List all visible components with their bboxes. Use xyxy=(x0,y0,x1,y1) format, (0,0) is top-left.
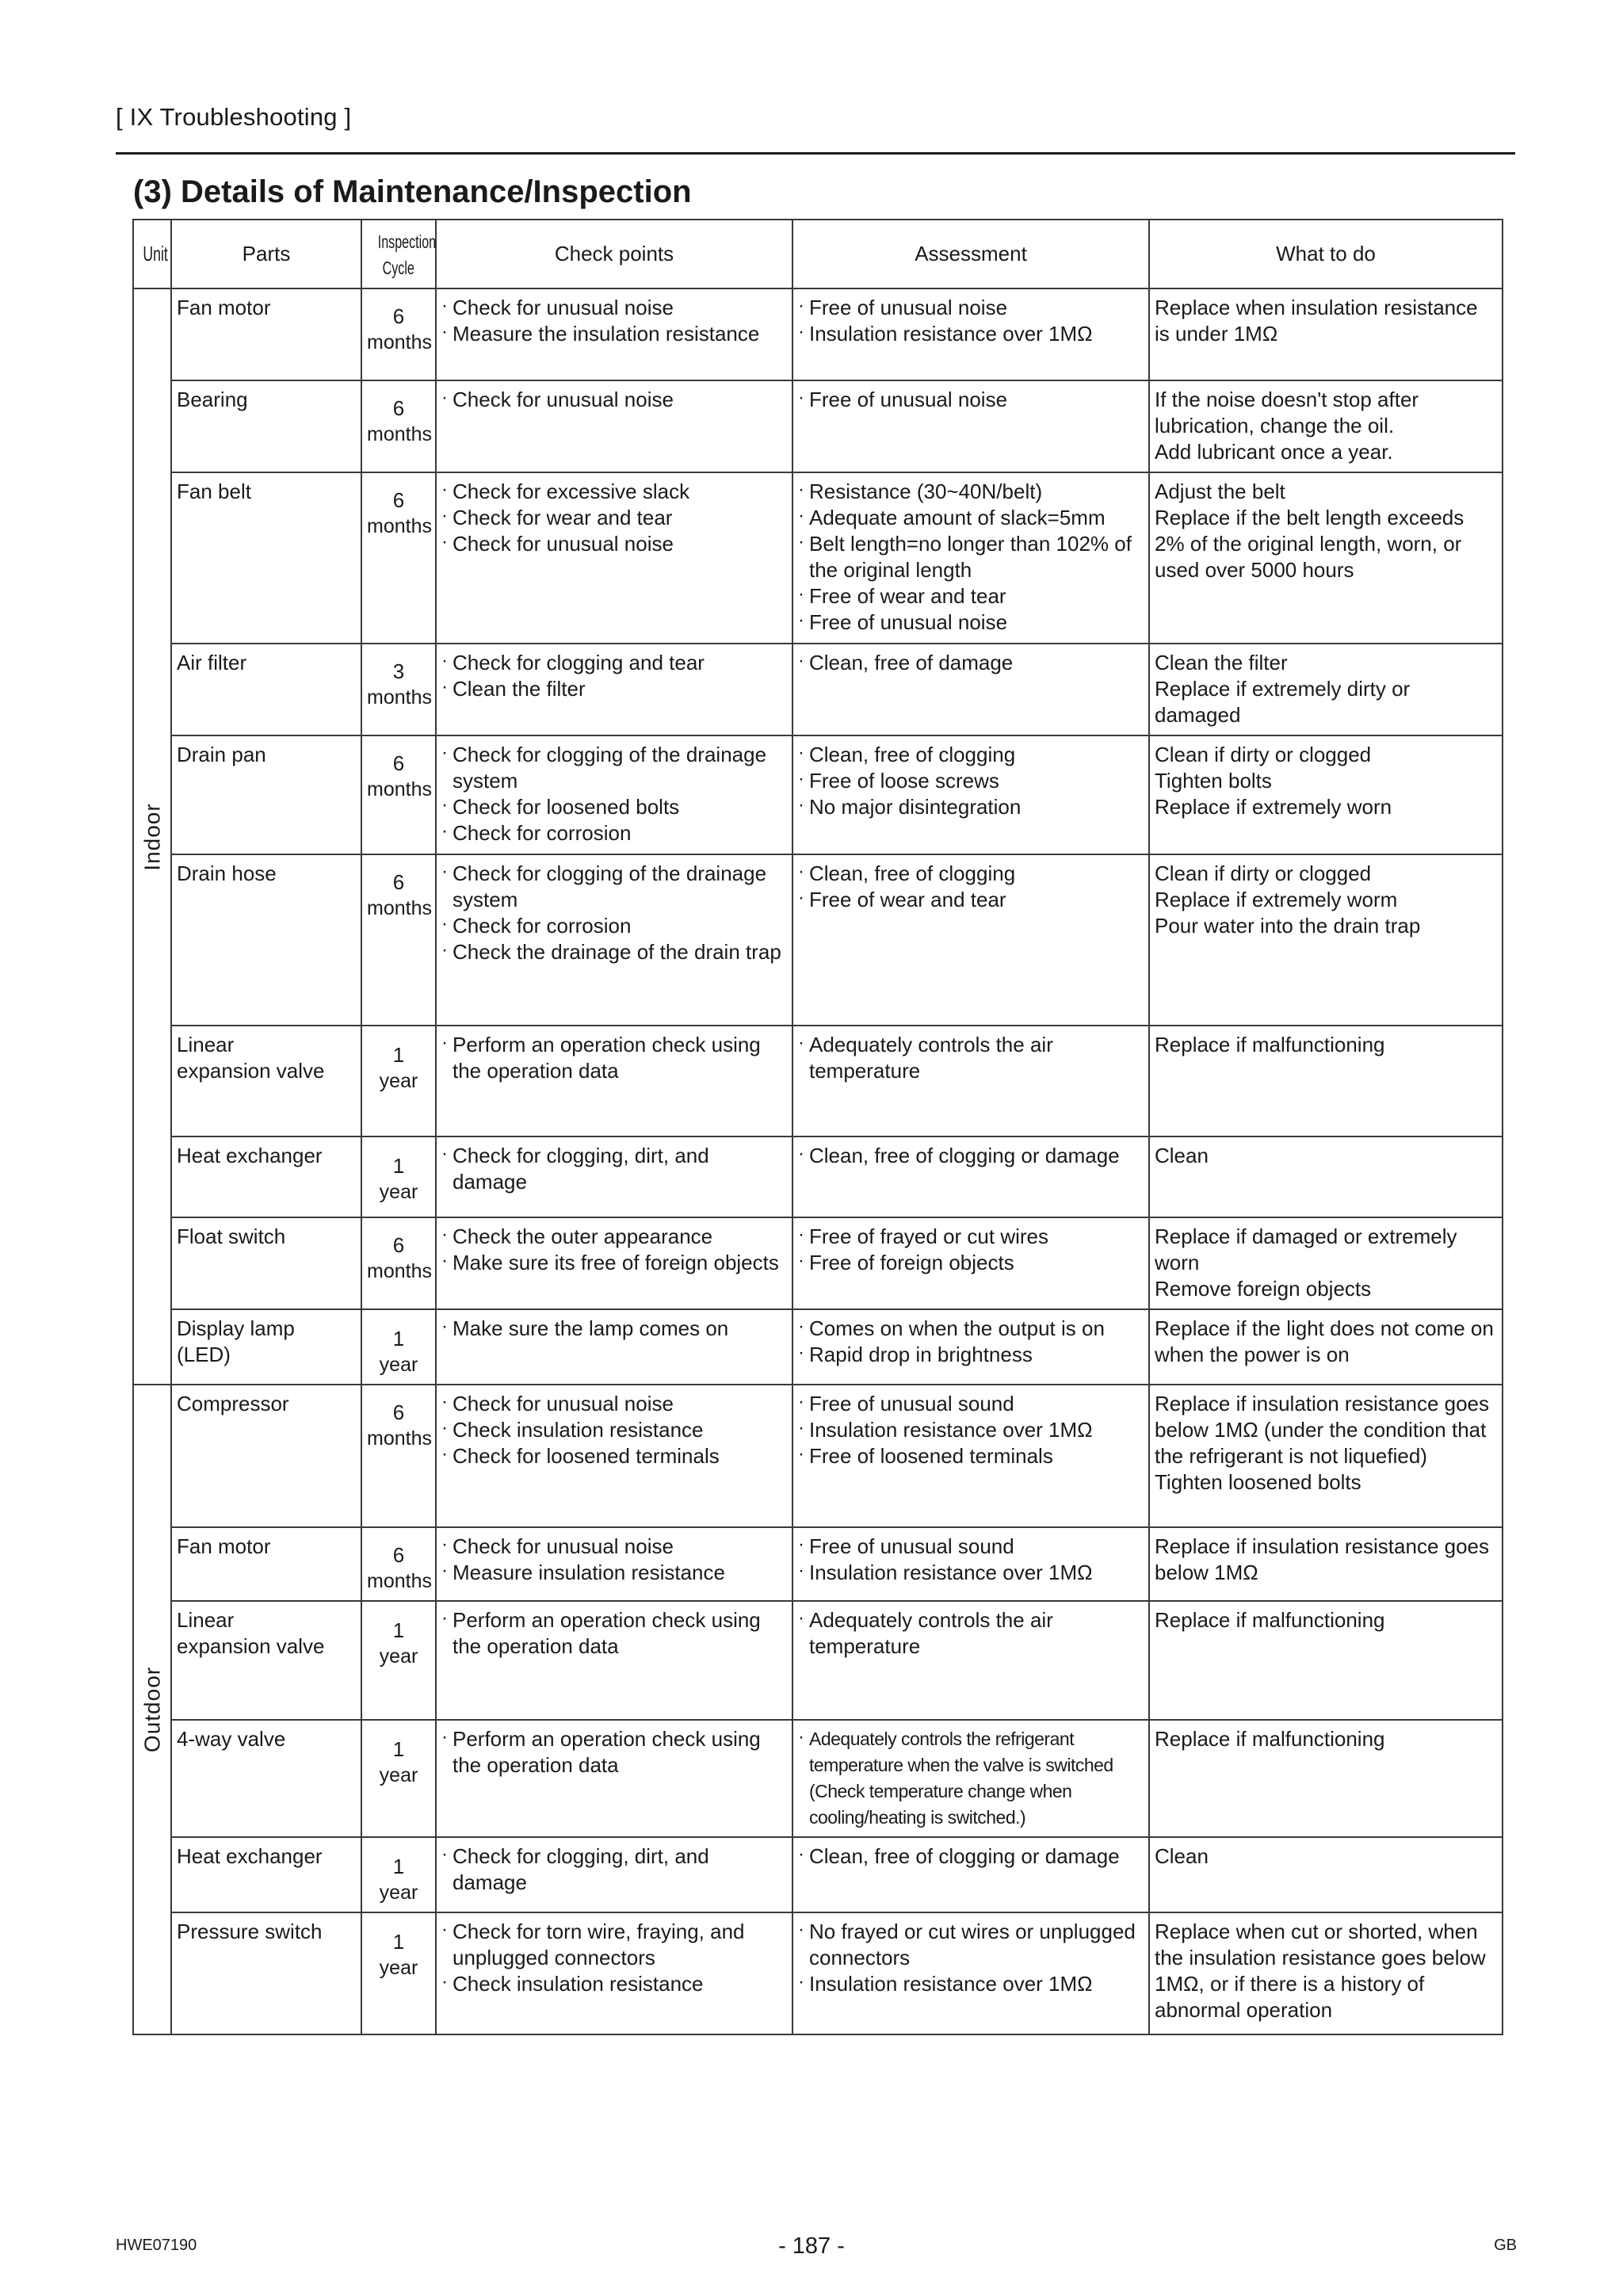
part-line: Linear xyxy=(177,1033,235,1056)
check-points xyxy=(436,1026,792,1137)
todo-line: Pour water into the drain trap xyxy=(1155,914,1421,938)
bullet-item: · Insulation resistance over 1MΩ xyxy=(798,1560,1144,1586)
part-line: Float switch xyxy=(177,1224,286,1248)
bullet-list xyxy=(798,650,1144,676)
bullet-list xyxy=(798,1919,1144,1997)
part-line: Display lamp xyxy=(177,1316,295,1340)
unit-label-outdoor: Outdoor xyxy=(139,1666,165,1753)
check-points xyxy=(436,644,792,735)
inspection-cycle xyxy=(361,1601,436,1720)
bullet-item: · Check for loosened terminals xyxy=(441,1443,787,1469)
table-row xyxy=(133,644,1503,735)
cycle-number: 6 xyxy=(392,751,405,775)
bullet-item: · Clean, free of clogging or damage xyxy=(798,1143,1144,1169)
bullet-item: · Free of unusual noise xyxy=(798,609,1144,636)
what-to-do xyxy=(1149,1912,1503,2034)
todo-line: Replace when insulation resistance is under 1MΩ xyxy=(1155,296,1478,346)
inspection-cycle xyxy=(361,288,436,380)
todo-line: Replace if insulation resistance goes below 1MΩ (under the condition that the refrigerant is not liquefied) xyxy=(1155,1392,1490,1468)
unit-label-indoor: Indoor xyxy=(139,802,165,871)
table-row xyxy=(133,1912,1503,2034)
cycle-value xyxy=(367,1618,430,1670)
cycle-unit: year xyxy=(379,1354,418,1376)
cycle-value xyxy=(367,1042,430,1095)
check-points xyxy=(436,1527,792,1601)
cycle-number: 6 xyxy=(392,396,405,420)
bullet-list xyxy=(441,1726,787,1778)
check-points xyxy=(436,735,792,854)
bullet-list xyxy=(798,1534,1144,1586)
bullet-item: · Check for clogging, dirt, and damage xyxy=(441,1843,787,1896)
todo-line: If the noise doesn't stop after lubrication, change the oil. xyxy=(1155,388,1419,437)
assessment xyxy=(792,1527,1149,1601)
assessment xyxy=(792,735,1149,854)
todo-line: Tighten loosened bolts xyxy=(1155,1470,1361,1494)
bullet-list xyxy=(798,742,1144,820)
inspection-cycle xyxy=(361,472,436,644)
table-row xyxy=(133,288,1503,380)
check-points xyxy=(436,1309,792,1385)
bullet-list xyxy=(798,1726,1144,1831)
assessment xyxy=(792,854,1149,1026)
todo-line: Clean xyxy=(1155,1144,1209,1167)
cycle-value xyxy=(367,487,430,540)
bullet-list xyxy=(798,861,1144,913)
table-row xyxy=(133,1601,1503,1720)
header-unit: Unit xyxy=(133,220,171,288)
check-points xyxy=(436,1217,792,1309)
part-name xyxy=(171,1527,361,1601)
bullet-list xyxy=(441,1032,787,1084)
bullet-item: · Check for clogging, dirt, and damage xyxy=(441,1143,787,1195)
bullet-list xyxy=(798,1224,1144,1276)
bullet-item: · Clean, free of clogging or damage xyxy=(798,1843,1144,1870)
part-line: Fan belt xyxy=(177,479,251,503)
cycle-number: 6 xyxy=(392,1400,405,1424)
part-name xyxy=(171,1837,361,1912)
bullet-item: · Check for clogging of the drainage system xyxy=(441,861,787,913)
what-to-do xyxy=(1149,1026,1503,1137)
part-line: Air filter xyxy=(177,651,247,674)
region-code: GB xyxy=(1494,2237,1517,2254)
cycle-value xyxy=(367,395,430,448)
assessment xyxy=(792,288,1149,380)
part-name xyxy=(171,1385,361,1527)
cycle-number: 6 xyxy=(392,1233,405,1257)
table-row xyxy=(133,1720,1503,1837)
bullet-item: · Check for clogging of the drainage system xyxy=(441,742,787,794)
bullet-item: · Free of unusual sound xyxy=(798,1534,1144,1560)
bullet-item: · Check for unusual noise xyxy=(441,1391,787,1417)
bullet-item: · Belt length=no longer than 102% of the original length xyxy=(798,531,1144,583)
bullet-list xyxy=(441,1316,787,1342)
bullet-list xyxy=(441,650,787,702)
bullet-item: · Measure insulation resistance xyxy=(441,1560,787,1586)
cycle-value xyxy=(367,1232,430,1285)
check-points xyxy=(436,1385,792,1527)
todo-line: Replace if the light does not come on when the power is on xyxy=(1155,1316,1494,1366)
bullet-list xyxy=(441,387,787,413)
bullet-item: · Adequately controls the air temperature xyxy=(798,1032,1144,1084)
bullet-item: · Insulation resistance over 1MΩ xyxy=(798,1971,1144,1997)
inspection-cycle xyxy=(361,735,436,854)
todo-line: Replace if extremely worn xyxy=(1155,795,1392,819)
bullet-list xyxy=(798,1607,1144,1660)
bullet-item: · Check for unusual noise xyxy=(441,1534,787,1560)
table-row xyxy=(133,735,1503,854)
assessment xyxy=(792,380,1149,472)
bullet-item: · Check insulation resistance xyxy=(441,1417,787,1443)
part-line: Linear xyxy=(177,1608,235,1632)
part-line: expansion valve xyxy=(177,1634,325,1658)
cycle-number: 6 xyxy=(392,488,405,512)
todo-line: Replace if insulation resistance goes below 1MΩ xyxy=(1155,1534,1490,1584)
check-points xyxy=(436,1912,792,2034)
cycle-number: 6 xyxy=(392,870,405,894)
check-points xyxy=(436,1137,792,1217)
todo-line: Remove foreign objects xyxy=(1155,1277,1372,1301)
cycle-unit: year xyxy=(379,1957,418,1979)
part-name xyxy=(171,472,361,644)
bullet-item: · Rapid drop in brightness xyxy=(798,1342,1144,1368)
todo-line: Replace if extremely dirty or damaged xyxy=(1155,677,1411,727)
todo-line: Replace if malfunctioning xyxy=(1155,1727,1385,1751)
bullet-item: · Free of loosened terminals xyxy=(798,1443,1144,1469)
todo-line: Replace if extremely worm xyxy=(1155,888,1398,911)
cycle-number: 6 xyxy=(392,1543,405,1567)
part-name xyxy=(171,854,361,1026)
cycle-unit: months xyxy=(367,1260,432,1282)
cycle-unit: months xyxy=(367,331,432,353)
bullet-item: · Adequately controls the air temperature xyxy=(798,1607,1144,1660)
bullet-item: · Clean the filter xyxy=(441,676,787,702)
assessment xyxy=(792,1601,1149,1720)
part-name xyxy=(171,1309,361,1385)
cycle-value xyxy=(367,1736,430,1789)
bullet-list xyxy=(798,1032,1144,1084)
inspection-cycle xyxy=(361,1837,436,1912)
what-to-do xyxy=(1149,1217,1503,1309)
bullet-item: · Check for corrosion xyxy=(441,913,787,939)
assessment xyxy=(792,1720,1149,1837)
cycle-number: 3 xyxy=(392,659,405,683)
bullet-list xyxy=(441,742,787,846)
cycle-unit: year xyxy=(379,1181,418,1203)
bullet-list xyxy=(441,479,787,557)
bullet-item: · Clean, free of clogging xyxy=(798,861,1144,887)
part-line: Drain hose xyxy=(177,861,277,885)
bullet-item: · Free of wear and tear xyxy=(798,887,1144,913)
bullet-item: · Make sure its free of foreign objects xyxy=(441,1250,787,1276)
check-points xyxy=(436,380,792,472)
what-to-do xyxy=(1149,1385,1503,1527)
bullet-item: · Check the drainage of the drain trap xyxy=(441,939,787,965)
inspection-cycle xyxy=(361,1720,436,1837)
cycle-number: 6 xyxy=(392,304,405,328)
bullet-item: · Check for torn wire, fraying, and unplugged connectors xyxy=(441,1919,787,1971)
check-points xyxy=(436,854,792,1026)
inspection-cycle xyxy=(361,380,436,472)
part-name xyxy=(171,1217,361,1309)
cycle-unit: months xyxy=(367,778,432,800)
bullet-item: · Adequate amount of slack=5mm xyxy=(798,505,1144,531)
inspection-cycle xyxy=(361,854,436,1026)
table-row xyxy=(133,1527,1503,1601)
part-line: Heat exchanger xyxy=(177,1844,323,1868)
bullet-list xyxy=(798,387,1144,413)
section-title: (3) Details of Maintenance/Inspection xyxy=(133,174,692,209)
cycle-number: 1 xyxy=(392,1154,405,1178)
cycle-value xyxy=(367,1929,430,1981)
bullet-list xyxy=(798,1316,1144,1368)
inspection-cycle xyxy=(361,1385,436,1527)
todo-line: Replace when cut or shorted, when the insulation resistance goes below 1MΩ, or if there is a history of abnormal operation xyxy=(1155,1920,1486,2022)
todo-line: Replace if the belt length exceeds 2% of the original length, worn, or used over 5000 hours xyxy=(1155,506,1465,582)
cycle-value xyxy=(367,659,430,711)
assessment xyxy=(792,1137,1149,1217)
todo-line: Clean if dirty or clogged xyxy=(1155,861,1372,885)
bullet-item: · Check for excessive slack xyxy=(441,479,787,505)
assessment xyxy=(792,644,1149,735)
bullet-item: · Check for loosened bolts xyxy=(441,794,787,820)
header-what-to-do: What to do xyxy=(1149,220,1503,288)
table-header-row xyxy=(133,220,1503,288)
bullet-item: · Check for wear and tear xyxy=(441,505,787,531)
part-line: 4-way valve xyxy=(177,1727,286,1751)
what-to-do xyxy=(1149,854,1503,1026)
what-to-do xyxy=(1149,472,1503,644)
bullet-item: · Free of unusual noise xyxy=(798,387,1144,413)
inspection-cycle xyxy=(361,644,436,735)
part-name xyxy=(171,288,361,380)
maintenance-table xyxy=(132,219,1503,2035)
cycle-unit: year xyxy=(379,1881,418,1904)
unit-cell-indoor xyxy=(133,288,171,1385)
part-line: Pressure switch xyxy=(177,1920,323,1943)
cycle-value xyxy=(367,1153,430,1205)
what-to-do xyxy=(1149,735,1503,854)
todo-line: Adjust the belt xyxy=(1155,479,1285,503)
assessment xyxy=(792,1026,1149,1137)
table-row xyxy=(133,1026,1503,1137)
header-inspection-cycle: Inspection Cycle xyxy=(361,220,436,288)
page-number: - 187 - xyxy=(778,2233,845,2259)
what-to-do xyxy=(1149,1601,1503,1720)
part-name xyxy=(171,735,361,854)
inspection-cycle xyxy=(361,1527,436,1601)
what-to-do xyxy=(1149,1527,1503,1601)
bullet-item: · No major disintegration xyxy=(798,794,1144,820)
todo-line: Clean the filter xyxy=(1155,651,1288,674)
cycle-value xyxy=(367,1542,430,1595)
part-name xyxy=(171,380,361,472)
cycle-value xyxy=(367,304,430,356)
cycle-number: 1 xyxy=(392,1618,405,1642)
bullet-item: · Perform an operation check using the operation data xyxy=(441,1607,787,1660)
part-line: Compressor xyxy=(177,1392,289,1415)
what-to-do xyxy=(1149,1137,1503,1217)
table-row xyxy=(133,1309,1503,1385)
part-name xyxy=(171,1601,361,1720)
check-points xyxy=(436,1837,792,1912)
assessment xyxy=(792,472,1149,644)
cycle-value xyxy=(367,1326,430,1378)
bullet-item: · Insulation resistance over 1MΩ xyxy=(798,321,1144,347)
cycle-unit: months xyxy=(367,686,432,709)
cycle-number: 1 xyxy=(392,1737,405,1761)
assessment xyxy=(792,1309,1149,1385)
bullet-item: · Resistance (30~40N/belt) xyxy=(798,479,1144,505)
part-line: Fan motor xyxy=(177,1534,271,1558)
cycle-unit: year xyxy=(379,1764,418,1786)
cycle-unit: months xyxy=(367,1570,432,1592)
inspection-cycle xyxy=(361,1309,436,1385)
bullet-item: · Measure the insulation resistance xyxy=(441,321,787,347)
todo-line: Replace if malfunctioning xyxy=(1155,1608,1385,1632)
bullet-list xyxy=(441,1919,787,1997)
cycle-unit: year xyxy=(379,1070,418,1092)
table-row xyxy=(133,380,1503,472)
check-points xyxy=(436,1720,792,1837)
bullet-item: · Check for clogging and tear xyxy=(441,650,787,676)
cycle-unit: months xyxy=(367,897,432,919)
bullet-list xyxy=(441,1607,787,1660)
part-name xyxy=(171,1912,361,2034)
what-to-do xyxy=(1149,1720,1503,1837)
todo-line: Clean xyxy=(1155,1844,1209,1868)
cycle-number: 1 xyxy=(392,1043,405,1067)
bullet-item: · Check for unusual noise xyxy=(441,295,787,321)
table-row xyxy=(133,1385,1503,1527)
inspection-cycle xyxy=(361,1026,436,1137)
cycle-unit: months xyxy=(367,1427,432,1450)
bullet-item: · Free of foreign objects xyxy=(798,1250,1144,1276)
bullet-item: · No frayed or cut wires or unplugged connectors xyxy=(798,1919,1144,1971)
bullet-item: · Free of frayed or cut wires xyxy=(798,1224,1144,1250)
bullet-list xyxy=(798,479,1144,636)
bullet-item: · Check for unusual noise xyxy=(441,531,787,557)
cycle-number: 1 xyxy=(392,1930,405,1954)
cycle-value xyxy=(367,751,430,803)
bullet-list xyxy=(798,1143,1144,1169)
assessment xyxy=(792,1385,1149,1527)
bullet-list xyxy=(441,1391,787,1469)
header-rule xyxy=(116,152,1515,155)
cycle-unit: months xyxy=(367,515,432,537)
todo-line: Replace if damaged or extremely worn xyxy=(1155,1224,1457,1274)
assessment xyxy=(792,1912,1149,2034)
check-points xyxy=(436,1601,792,1720)
part-name xyxy=(171,644,361,735)
header-parts: Parts xyxy=(171,220,361,288)
bullet-item: · Perform an operation check using the operation data xyxy=(441,1032,787,1084)
bullet-item: · Insulation resistance over 1MΩ xyxy=(798,1417,1144,1443)
check-points xyxy=(436,288,792,380)
bullet-item: · Clean, free of clogging xyxy=(798,742,1144,768)
part-name xyxy=(171,1026,361,1137)
check-points xyxy=(436,472,792,644)
bullet-list xyxy=(798,1843,1144,1870)
part-name xyxy=(171,1137,361,1217)
assessment xyxy=(792,1217,1149,1309)
bullet-item: · Check for corrosion xyxy=(441,820,787,846)
bullet-list xyxy=(441,295,787,347)
todo-line: Add lubricant once a year. xyxy=(1155,440,1393,464)
bullet-item: · Comes on when the output is on xyxy=(798,1316,1144,1342)
bullet-list xyxy=(798,295,1144,347)
part-line: Bearing xyxy=(177,388,248,411)
part-line: Drain pan xyxy=(177,743,266,766)
unit-cell-outdoor xyxy=(133,1385,171,2034)
part-line: Fan motor xyxy=(177,296,271,319)
bullet-item: · Clean, free of damage xyxy=(798,650,1144,676)
bullet-item: · Free of loose screws xyxy=(798,768,1144,794)
cycle-number: 1 xyxy=(392,1855,405,1878)
bullet-item: · Make sure the lamp comes on xyxy=(441,1316,787,1342)
bullet-item: · Perform an operation check using the operation data xyxy=(441,1726,787,1778)
part-line: Heat exchanger xyxy=(177,1144,323,1167)
part-name xyxy=(171,1720,361,1837)
bullet-item: · Free of wear and tear xyxy=(798,583,1144,609)
inspection-cycle xyxy=(361,1912,436,2034)
bullet-list xyxy=(441,1843,787,1896)
bullet-list xyxy=(441,1224,787,1276)
cycle-value xyxy=(367,869,430,922)
cycle-value xyxy=(367,1400,430,1452)
table-row xyxy=(133,1137,1503,1217)
assessment xyxy=(792,1837,1149,1912)
bullet-item: · Free of unusual sound xyxy=(798,1391,1144,1417)
table-row xyxy=(133,1217,1503,1309)
what-to-do xyxy=(1149,1837,1503,1912)
bullet-item: · Check insulation resistance xyxy=(441,1971,787,1997)
header-check-points: Check points xyxy=(436,220,792,288)
chapter-header: [ IX Troubleshooting ] xyxy=(116,103,352,131)
what-to-do xyxy=(1149,1309,1503,1385)
bullet-item: · Check the outer appearance xyxy=(441,1224,787,1250)
todo-line: Tighten bolts xyxy=(1155,769,1272,793)
bullet-item: · Adequately controls the refrigerant temperature when the valve is switched (Check temperature change when cooling/heating is switched.) xyxy=(798,1726,1144,1831)
bullet-list xyxy=(441,861,787,965)
doc-code: HWE07190 xyxy=(116,2237,197,2254)
todo-line: Replace if malfunctioning xyxy=(1155,1033,1385,1056)
what-to-do xyxy=(1149,288,1503,380)
bullet-item: · Check for unusual noise xyxy=(441,387,787,413)
what-to-do xyxy=(1149,380,1503,472)
table-row xyxy=(133,472,1503,644)
cycle-number: 1 xyxy=(392,1327,405,1350)
cycle-unit: year xyxy=(379,1645,418,1668)
header-assessment: Assessment xyxy=(792,220,1149,288)
part-line: (LED) xyxy=(177,1343,231,1366)
cycle-value xyxy=(367,1854,430,1906)
inspection-cycle xyxy=(361,1137,436,1217)
bullet-list xyxy=(798,1391,1144,1469)
bullet-item: · Free of unusual noise xyxy=(798,295,1144,321)
what-to-do xyxy=(1149,644,1503,735)
bullet-list xyxy=(441,1143,787,1195)
cycle-unit: months xyxy=(367,423,432,445)
part-line: expansion valve xyxy=(177,1059,325,1083)
inspection-cycle xyxy=(361,1217,436,1309)
table-row xyxy=(133,854,1503,1026)
todo-line: Clean if dirty or clogged xyxy=(1155,743,1372,766)
table-row xyxy=(133,1837,1503,1912)
bullet-list xyxy=(441,1534,787,1586)
